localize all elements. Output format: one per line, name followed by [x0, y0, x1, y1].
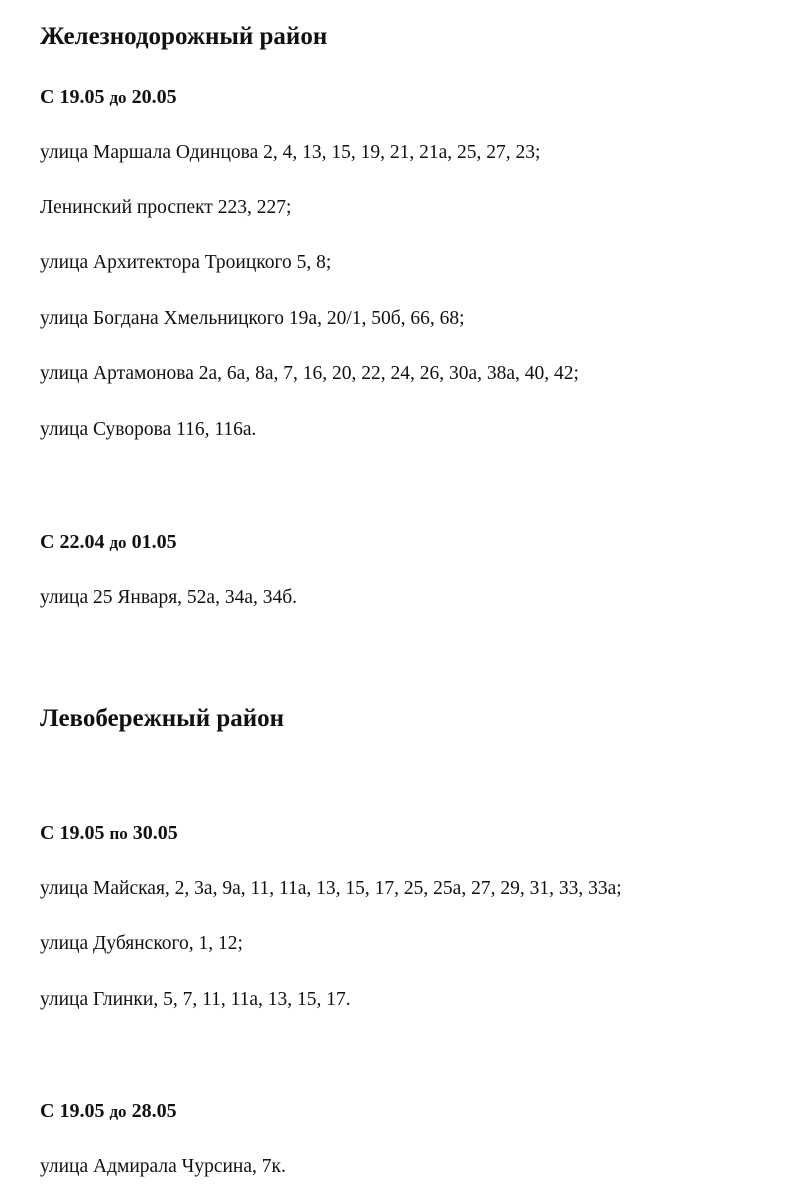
street-line: улица Глинки, 5, 7, 11, 11а, 13, 15, 17.	[40, 989, 351, 1010]
period-end: 28.05	[131, 1100, 177, 1122]
period-start: С 19.05	[40, 1100, 105, 1122]
district-heading: Железнодорожный район	[40, 23, 328, 50]
street-line: улица Маршала Одинцова 2, 4, 13, 15, 19, 21, 21а, 25, 27, 23;	[40, 142, 541, 163]
street-line: улица Артамонова 2а, 6а, 8а, 7, 16, 20, 22, 24, 26, 30а, 38а, 40, 42;	[40, 363, 579, 384]
period-start: С 19.05	[40, 822, 105, 844]
period-heading	[40, 1099, 177, 1124]
period-heading	[40, 821, 178, 846]
street-line: улица Майская, 2, 3а, 9а, 11, 11а, 13, 15, 17, 25, 25а, 27, 29, 31, 33, 33а;	[40, 878, 622, 899]
street-line: Ленинский проспект 223, 227;	[40, 197, 292, 218]
street-line: улица Богдана Хмельницкого 19а, 20/1, 50б, 66, 68;	[40, 308, 465, 329]
period-end: 30.05	[132, 822, 178, 844]
period-connector: до	[109, 533, 127, 552]
period-heading	[40, 530, 177, 555]
period-connector: до	[109, 88, 127, 107]
period-heading	[40, 85, 177, 110]
street-line: улица Дубянского, 1, 12;	[40, 933, 243, 954]
period-connector: по	[109, 824, 128, 843]
street-line: улица 25 Января, 52а, 34а, 34б.	[40, 587, 298, 608]
period-end: 20.05	[131, 86, 177, 108]
street-line: улица Суворова 116, 116а.	[40, 419, 257, 440]
street-line: улица Архитектора Троицкого 5, 8;	[40, 252, 332, 273]
period-start: С 19.05	[40, 86, 105, 108]
period-connector: до	[109, 1102, 127, 1121]
period-start: С 22.04	[40, 531, 105, 553]
period-end: 01.05	[131, 531, 177, 553]
street-line: улица Адмирала Чурсина, 7к.	[40, 1156, 286, 1177]
district-heading: Левобережный район	[40, 705, 285, 732]
